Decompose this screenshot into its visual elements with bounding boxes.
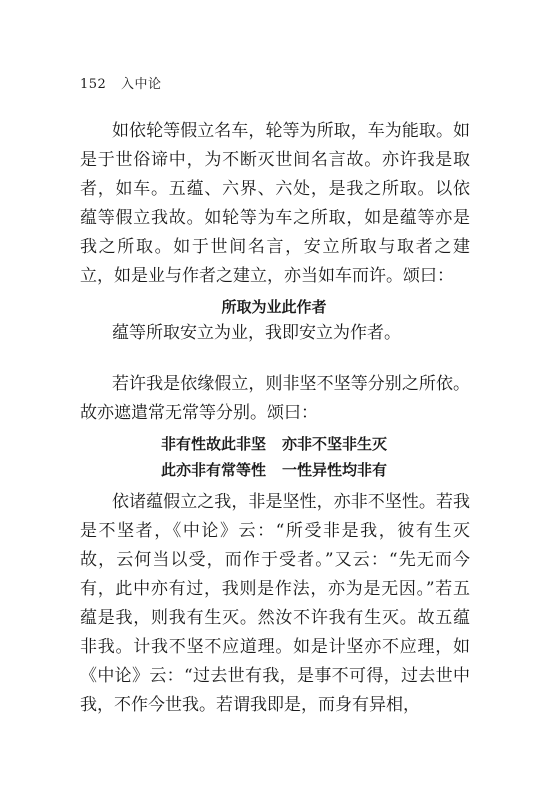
book-title: 入中论 [120, 77, 162, 92]
paragraph-3: 若许我是依缘假立，则非坚不坚等分别之所依。故亦遮遣常无常等分别。颂曰： [80, 374, 470, 423]
running-header [80, 73, 161, 92]
page-number: 152 [80, 77, 107, 92]
verse-2-line-2-a: 此亦非有常等性 [160, 461, 266, 479]
verse-1 [0, 294, 548, 320]
verse-2-line-2-b: 一性异性均非有 [282, 461, 388, 479]
paragraph-2: 蕴等所取安立为业，我即安立为作者。 [112, 323, 401, 343]
paragraph-4: 依诸蕴假立之我，非是坚性，亦非不坚性。若我是不坚者，《中论》云：“所受非是我，彼有生灭故，云何当以受，而作于受者。”又云：“先无而今有，此中亦有过，我则是作法，亦为是无因。”若五蕴是我，则我有生灭。然汝不许我有生灭。故五蕴非我。计我不坚不应道理。如是计坚亦不应理，如《中论》云：“过去世有我，是事不可得，过去世中我，不作今世我。若谓我即是，而身有异相， [80, 492, 470, 715]
verse-2-line-2 [0, 457, 548, 483]
verse-2-line-1-a: 非有性故此非坚 [160, 435, 266, 453]
verse-2-line-1-b: 亦非不坚非生灭 [282, 435, 388, 453]
paragraph-1: 如依轮等假立名车，轮等为所取，车为能取。如是于世俗谛中，为不断灭世间名言故。亦许我是取者，如车。五蕴、六界、六处，是我之所取。以依蕴等假立我故。如轮等为车之所取，如是蕴等亦是我之所取。如于世间名言，安立所取与取者之建立，如是业与作者之建立，亦当如车而许。颂曰： [80, 121, 470, 286]
verse-1-line: 所取为业此作者 [221, 298, 327, 316]
verse-2-line-1 [0, 431, 548, 457]
